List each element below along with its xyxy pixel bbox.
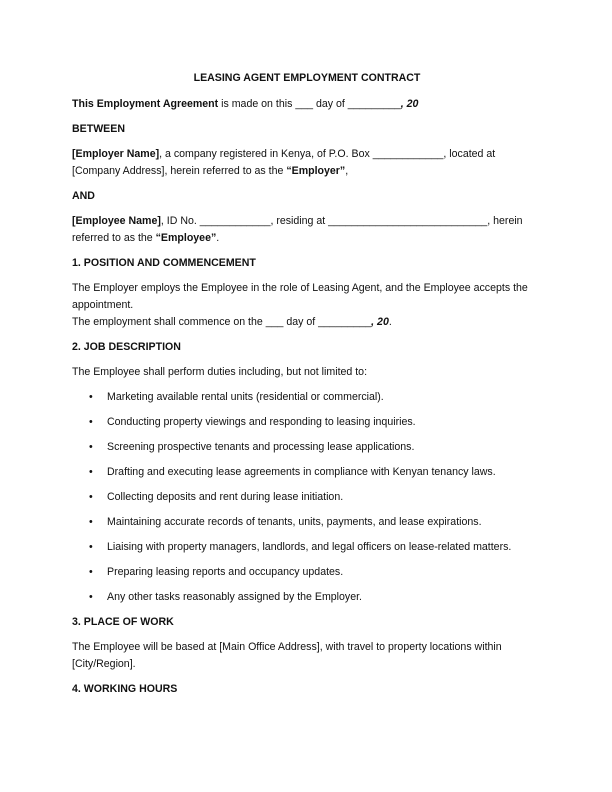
- section-1-p1: The Employer employs the Employee in the role of Leasing Agent, and the Employee accepts the appointment.: [72, 282, 528, 311]
- intro-paragraph: [72, 96, 542, 113]
- bullet-icon: •: [89, 566, 93, 578]
- list-item-text: Screening prospective tenants and processing lease applications.: [107, 441, 415, 453]
- employer-name: [Employer Name]: [72, 148, 160, 160]
- list-item: [72, 389, 542, 406]
- bullet-icon: •: [89, 466, 93, 478]
- list-item: [72, 539, 542, 556]
- list-item-text: Preparing leasing reports and occupancy updates.: [107, 566, 344, 578]
- employer-text: , a company registered in Kenya, of P.O. Box ____________, located at [Company Address], herein referred to as the: [72, 148, 496, 177]
- employee-name: [Employee Name]: [72, 215, 161, 227]
- bullet-icon: •: [89, 491, 93, 503]
- list-item-text: Conducting property viewings and responding to leasing inquiries.: [107, 416, 416, 428]
- list-item: [72, 464, 542, 481]
- list-item-text: Collecting deposits and rent during lease initiation.: [107, 491, 344, 503]
- employee-text: , ID No. ____________, residing at ___________________________, herein referred to as the: [72, 215, 523, 244]
- employee-label: “Employee”: [155, 232, 217, 244]
- section-1-p2-end: .: [388, 316, 392, 328]
- bullet-icon: •: [89, 516, 93, 528]
- employer-paragraph: [72, 146, 542, 180]
- document-title: LEASING AGENT EMPLOYMENT CONTRACT: [193, 72, 421, 84]
- list-item: [72, 564, 542, 581]
- section-1-heading: 1. POSITION AND COMMENCEMENT: [72, 257, 256, 269]
- bullet-icon: •: [89, 591, 93, 603]
- section-2-intro: The Employee shall perform duties including, but not limited to:: [72, 366, 368, 378]
- employee-text-end: .: [216, 232, 220, 244]
- bullet-icon: •: [89, 391, 93, 403]
- list-item: [72, 414, 542, 431]
- and-label: AND: [72, 190, 95, 202]
- section-2-heading: 2. JOB DESCRIPTION: [72, 341, 181, 353]
- intro-text: is made on this ___ day of _________: [218, 98, 401, 110]
- list-item-text: Marketing available rental units (residential or commercial).: [107, 391, 384, 403]
- employee-paragraph: [72, 213, 542, 247]
- bullet-icon: •: [89, 541, 93, 553]
- employer-label: “Employer”: [286, 165, 346, 177]
- bullet-icon: •: [89, 416, 93, 428]
- list-item: [72, 514, 542, 531]
- section-3-body: The Employee will be based at [Main Office Address], with travel to property locations within [City/Region].: [72, 641, 502, 670]
- list-item-text: Drafting and executing lease agreements in compliance with Kenyan tenancy laws.: [107, 466, 496, 478]
- intro-bold: This Employment Agreement: [72, 98, 219, 110]
- list-item: [72, 589, 542, 606]
- intro-year: , 20: [400, 98, 419, 110]
- list-item-text: Maintaining accurate records of tenants, units, payments, and lease expirations.: [107, 516, 482, 528]
- employer-text-end: ,: [345, 165, 349, 177]
- section-1-p2: The employment shall commence on the ___ day of _________: [72, 316, 372, 328]
- list-item-text: Any other tasks reasonably assigned by the Employer.: [107, 591, 362, 603]
- section-1-body: [72, 280, 542, 331]
- list-item-text: Liaising with property managers, landlords, and legal officers on lease-related matters.: [107, 541, 512, 553]
- section-1-year: , 20: [371, 316, 389, 328]
- section-4-heading: 4. WORKING HOURS: [72, 683, 178, 695]
- contract-page: [72, 70, 542, 706]
- duties-list: [72, 389, 542, 606]
- bullet-icon: •: [89, 441, 93, 453]
- section-3-heading: 3. PLACE OF WORK: [72, 616, 174, 628]
- list-item: [72, 489, 542, 506]
- between-label: BETWEEN: [72, 123, 125, 135]
- list-item: [72, 439, 542, 456]
